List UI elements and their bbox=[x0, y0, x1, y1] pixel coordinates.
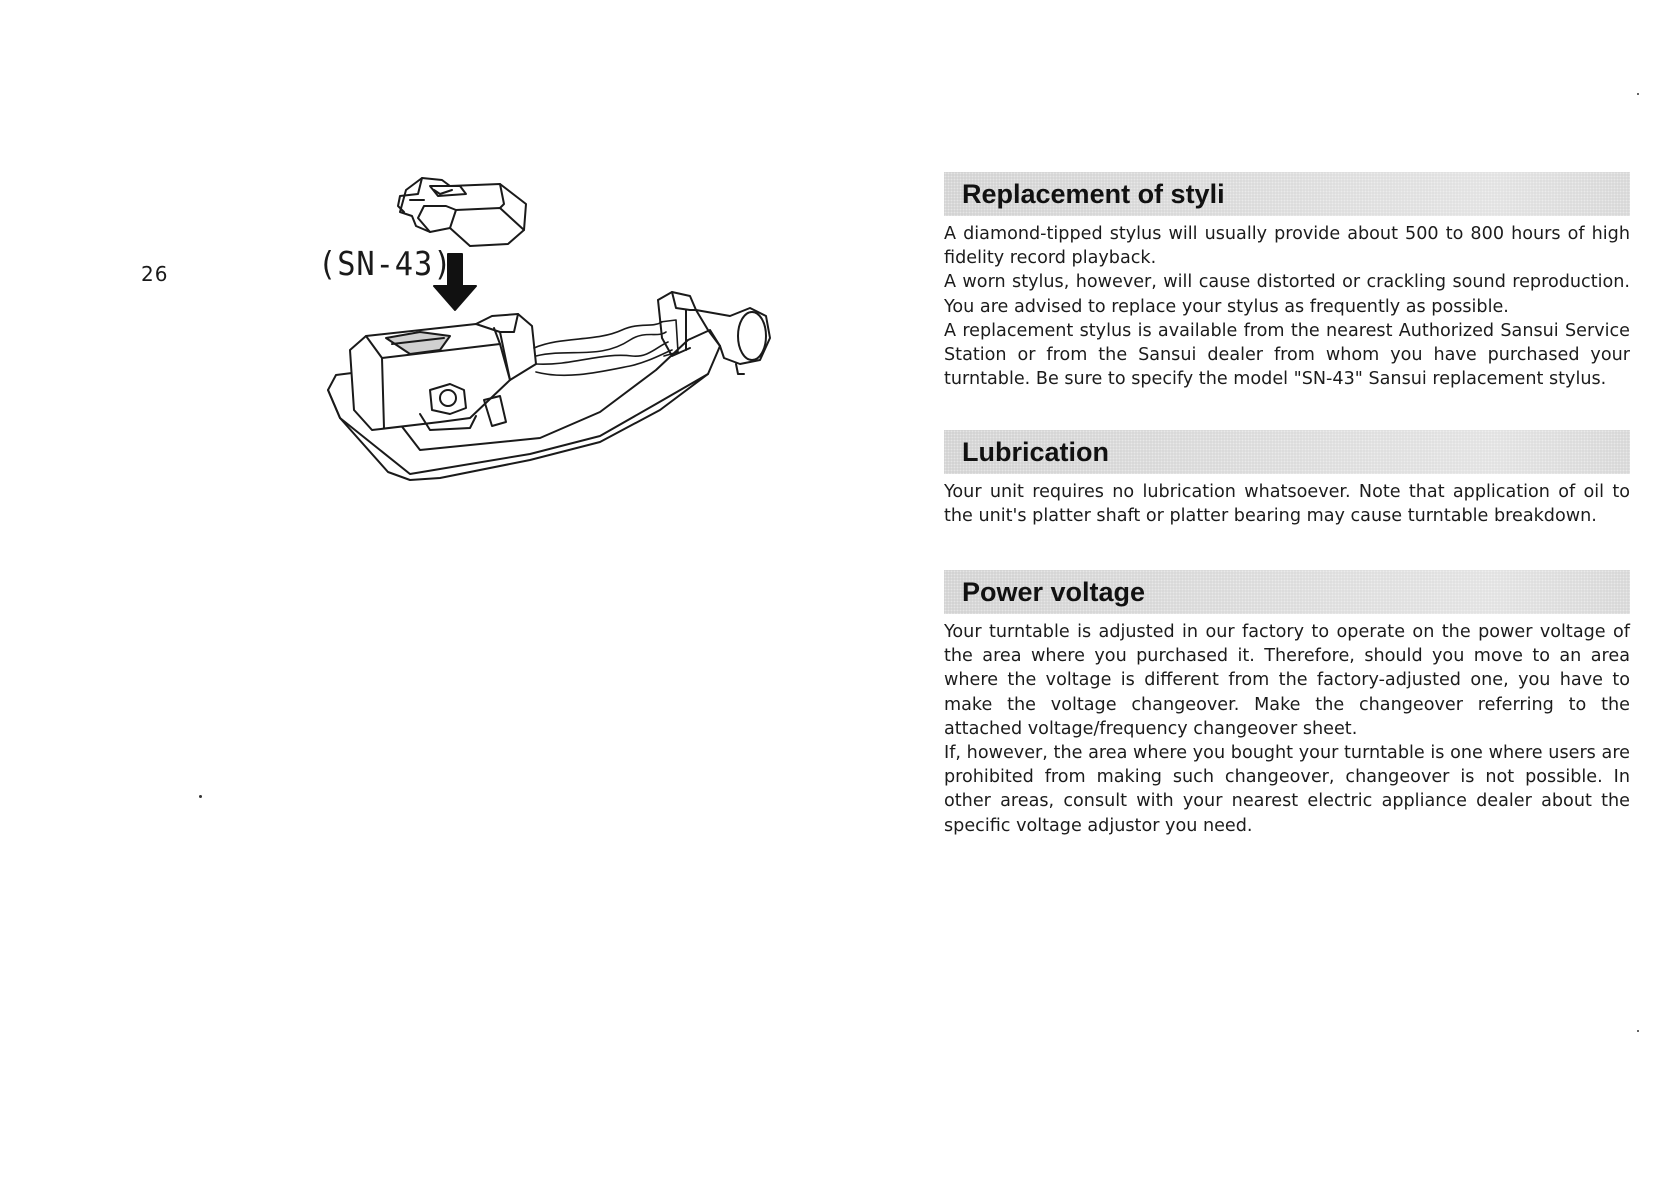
section-body bbox=[944, 620, 1630, 838]
section-power-voltage bbox=[944, 570, 1630, 838]
stylus-assembly bbox=[398, 178, 526, 246]
lead-wires bbox=[534, 320, 678, 375]
page-number: 26 bbox=[141, 262, 169, 286]
scan-speck bbox=[1637, 93, 1639, 95]
paragraph: A worn stylus, however, will cause distorted or crackling sound reproduction. You are advised to replace your stylus as frequently as possible. bbox=[944, 272, 1630, 317]
section-title: Replacement of styli bbox=[962, 178, 1225, 209]
section-lubrication bbox=[944, 430, 1630, 528]
section-heading bbox=[944, 172, 1630, 216]
paragraph: Your unit requires no lubrication whatsoever. Note that application of oil to the unit's platter shaft or platter bearing may cause turntable breakdown. bbox=[944, 482, 1630, 527]
scan-speck bbox=[199, 795, 202, 798]
paragraph: A diamond-tipped stylus will usually provide about 500 to 800 hours of high fidelity record playback. bbox=[944, 224, 1630, 269]
section-title: Lubrication bbox=[962, 436, 1109, 467]
paragraph: A replacement stylus is available from the nearest Authorized Sansui Service Station or from the Sansui dealer from whom you have purchased your turntable. Be sure to specify the model "SN-43" Sansui replacement stylus. bbox=[944, 320, 1630, 390]
cartridge-drawing bbox=[300, 160, 860, 540]
section-heading bbox=[944, 570, 1630, 614]
paragraph: Your turntable is adjusted in our factory to operate on the power voltage of the area where you purchased it. Therefore, should you move to an area where the voltage is different from the factory-adjusted one, you have to make the voltage changeover. Make the changeover referring to the attached voltage/frequency changeover sheet. bbox=[944, 622, 1630, 739]
scan-speck bbox=[1637, 1030, 1639, 1032]
section-title: Power voltage bbox=[962, 576, 1146, 607]
section-replacement-of-styli bbox=[944, 172, 1630, 391]
section-body bbox=[944, 222, 1630, 391]
section-heading bbox=[944, 430, 1630, 474]
cartridge-body bbox=[350, 314, 536, 430]
stylus-replacement-illustration bbox=[300, 160, 860, 540]
section-body bbox=[944, 480, 1630, 528]
model-label: (SN-43) bbox=[318, 244, 453, 283]
paragraph: If, however, the area where you bought your turntable is one where users are prohibited from making such changeover, changeover is not possible. In other areas, consult with your nearest electric appliance dealer about the specific voltage adjustor you need. bbox=[944, 743, 1630, 836]
